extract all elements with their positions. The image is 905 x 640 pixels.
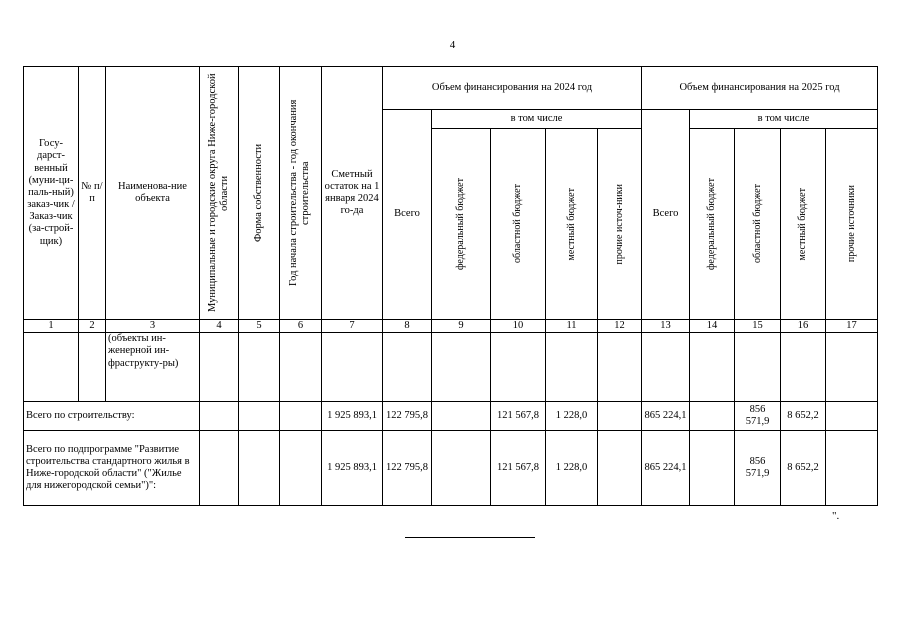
col-number: 5 (239, 320, 280, 333)
header-local-2024: местный бюджет (565, 187, 577, 261)
header-other-2025-cell (826, 129, 878, 320)
column-number-row (24, 320, 878, 333)
regional-2025-value: 856 571,9 (735, 402, 781, 431)
separator-line (405, 537, 535, 538)
header-local-2025-cell (781, 129, 826, 320)
col-number: 17 (826, 320, 878, 333)
total-2025-value: 865 224,1 (642, 431, 690, 506)
header-federal-2024: федеральный бюджет (455, 177, 467, 271)
header-other-2024: прочие источ-ники (613, 183, 625, 265)
closing-quote: ". (832, 510, 840, 522)
header-other-2025: прочие источники (845, 185, 857, 263)
financing-table (23, 66, 878, 506)
regional-2025-value: 856 571,9 (735, 431, 781, 506)
local-2024-value: 1 228,0 (546, 402, 598, 431)
table-row (24, 333, 878, 402)
header-federal-2024-cell (432, 129, 491, 320)
regional-2024-value: 121 567,8 (491, 402, 546, 431)
col-number: 7 (322, 320, 383, 333)
header-including-2024: в том числе (432, 110, 642, 129)
col-number: 2 (79, 320, 106, 333)
row-label: Всего по строительству: (24, 402, 200, 431)
header-municipality: Муниципальные и городские округа Ниже-городской области (206, 73, 230, 313)
balance-value: 1 925 893,1 (322, 402, 383, 431)
col-number: 6 (280, 320, 322, 333)
col-number: 8 (383, 320, 432, 333)
col-number: 13 (642, 320, 690, 333)
header-fin-2025: Объем финансирования на 2025 год (642, 67, 878, 110)
total-2024-value: 122 795,8 (383, 402, 432, 431)
header-ownership: Форма собственности (252, 143, 264, 243)
header-balance: Сметный остаток на 1 января 2024 го-да (322, 67, 383, 320)
col-number: 15 (735, 320, 781, 333)
header-num: № п/п (79, 67, 106, 320)
col-number: 9 (432, 320, 491, 333)
header-regional-2025-cell (735, 129, 781, 320)
balance-value: 1 925 893,1 (322, 431, 383, 506)
header-years-cell (280, 67, 322, 320)
page-number: 4 (449, 39, 456, 51)
col-number: 16 (781, 320, 826, 333)
local-2024-value: 1 228,0 (546, 431, 598, 506)
col-number: 10 (491, 320, 546, 333)
header-including-2025: в том числе (690, 110, 878, 129)
header-object-name: Наименова-ние объекта (106, 67, 200, 320)
header-regional-2024: областной бюджет (512, 184, 524, 264)
col-number: 4 (200, 320, 239, 333)
local-2025-value: 8 652,2 (781, 431, 826, 506)
header-regional-2024-cell (491, 129, 546, 320)
table-row (24, 431, 878, 506)
total-2024-value: 122 795,8 (383, 431, 432, 506)
row-label: Всего по подпрограмме "Развитие строительства стандартного жилья в Ниже-городской области" ("Жилье для нижегородской семьи")": (24, 431, 200, 506)
header-customer: Госу-дарст-венный (муни-ци-паль-ный) заказ-чик / Заказ-чик (за-строй-щик) (24, 67, 79, 320)
header-federal-2025-cell (690, 129, 735, 320)
header-local-2024-cell (546, 129, 598, 320)
header-total-2025: Всего (642, 110, 690, 320)
header-total-2024: Всего (383, 110, 432, 320)
header-other-2024-cell (598, 129, 642, 320)
header-fin-2024: Объем финансирования на 2024 год (383, 67, 642, 110)
header-federal-2025: федеральный бюджет (706, 177, 718, 271)
col-number: 14 (690, 320, 735, 333)
header-local-2025: местный бюджет (797, 187, 809, 261)
col-number: 1 (24, 320, 79, 333)
col-number: 12 (598, 320, 642, 333)
header-ownership-cell (239, 67, 280, 320)
local-2025-value: 8 652,2 (781, 402, 826, 431)
col-number: 11 (546, 320, 598, 333)
header-municipality-cell (200, 67, 239, 320)
total-2025-value: 865 224,1 (642, 402, 690, 431)
header-years: Год начала строительства - год окончания строительства (288, 99, 312, 287)
table-row (24, 402, 878, 431)
regional-2024-value: 121 567,8 (491, 431, 546, 506)
col-number: 3 (106, 320, 200, 333)
object-name-cell: (объекты ин-женерной ин-фраструкту-ры) (106, 333, 200, 402)
header-regional-2025: областной бюджет (751, 184, 763, 264)
